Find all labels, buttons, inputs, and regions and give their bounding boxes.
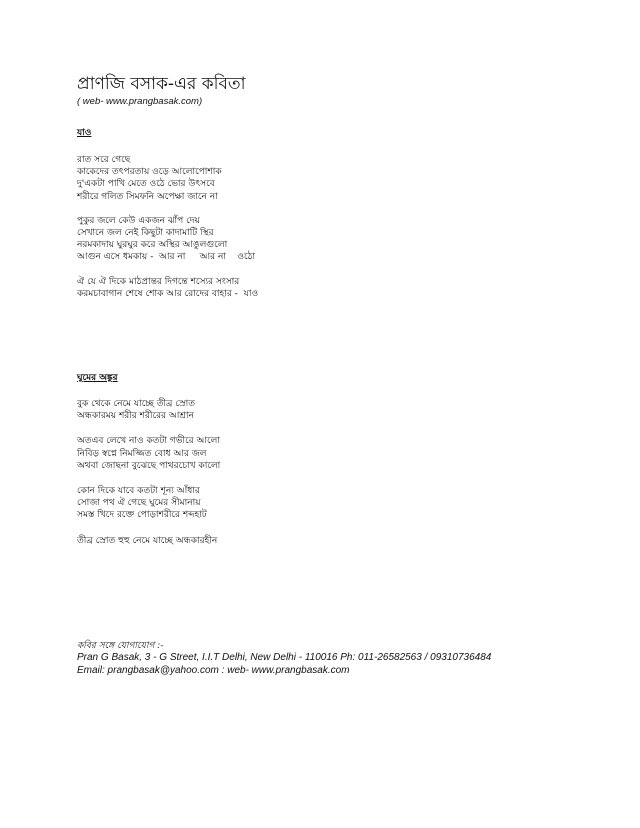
poem-line: সেখানে জল নেই কিছুটা কাদামাটি স্থির	[77, 228, 214, 239]
footer-contact	[77, 640, 617, 677]
contact-address: Pran G Basak, 3 - G Street, I.I.T Delhi, New Delhi - 110016 Ph: 011-26582563 / 09310736484	[77, 652, 492, 663]
poem-line: বুক থেকে নেমে যাচ্ছে তীব্র স্রোত	[77, 399, 195, 409]
poem-line: নিবিড় স্বপ্নে নিমজ্জিত বোধ আর জল	[77, 448, 207, 459]
poem-line: কোন দিকে যাবে কতটা শূন্য আঁধার	[77, 486, 200, 497]
poem-line: কাকেদের তৎপরতায় ওড়ে আলোপোশাক	[77, 167, 222, 178]
stanza	[77, 485, 597, 522]
poem-line: অন্ধকারময় শরীর শরীরের আশ্রান	[77, 411, 194, 422]
poem-line: করমচাবাগান শেষে শোক আর রোদের বাহার - যাও	[77, 288, 259, 299]
poem-line: রাত সরে গেছে	[77, 155, 131, 165]
contact-email-web: Email: prangbasak@yahoo.com : web- www.prangbasak.com	[77, 664, 350, 676]
stanza	[77, 535, 597, 547]
poem-line: নরমকাদায় ঘুরঘুর করে অস্থির আঙুলগুলো	[77, 240, 228, 251]
poem-line: ঐ যে ঐ দিকে মাঠপ্রান্তর দিগন্তে শস্যের সংসার	[77, 276, 240, 287]
poem-line: আগুন এসে ধমকায় - আর না আর না ওঠো	[77, 252, 256, 263]
website-text: ( web- www.prangbasak.com)	[77, 96, 203, 107]
stanza	[77, 154, 597, 203]
poem-line: পুকুর জলে কেউ একজন ঝাঁপ দেয়	[77, 215, 200, 226]
poem-title: যাও	[77, 128, 92, 138]
poem-line: তীব্র স্রোত হুহু নেমে যাচ্ছে অন্ধকারহীন	[77, 535, 218, 546]
poem-title: ঘুমের অঙ্কুর	[77, 373, 118, 383]
poem-jao	[77, 127, 597, 300]
header	[77, 74, 246, 108]
page-title: প্রাণজি বসাক-এর কবিতা	[77, 74, 246, 94]
poem-ghumer-ankur	[77, 372, 597, 547]
stanza	[77, 435, 597, 472]
contact-label: কবির সঙ্গে যোগাযোগ :-	[77, 641, 164, 651]
stanza	[77, 215, 597, 264]
stanza	[77, 276, 597, 300]
stanza	[77, 398, 597, 422]
poem-line: শরীরে গলিত সিমফনি অপেক্ষা জানে না	[77, 191, 218, 202]
poem-line: সমস্ত খিদে রক্তে পোড়াশরীরে শব্দহাট	[77, 510, 207, 521]
poem-line: দু'একটা পাখি মেতে ওঠে ভোর উৎসবে	[77, 179, 215, 190]
poem-line: সোজা পথ ঐ গেছে ঘুমের সীমানায়	[77, 498, 201, 509]
poem-line: অতএব লেখে নাও কতটা গভীরে আলো	[77, 436, 220, 447]
poem-line: অথবা জোছনা বুঝেছে পাথরচোখ কালো	[77, 460, 221, 471]
